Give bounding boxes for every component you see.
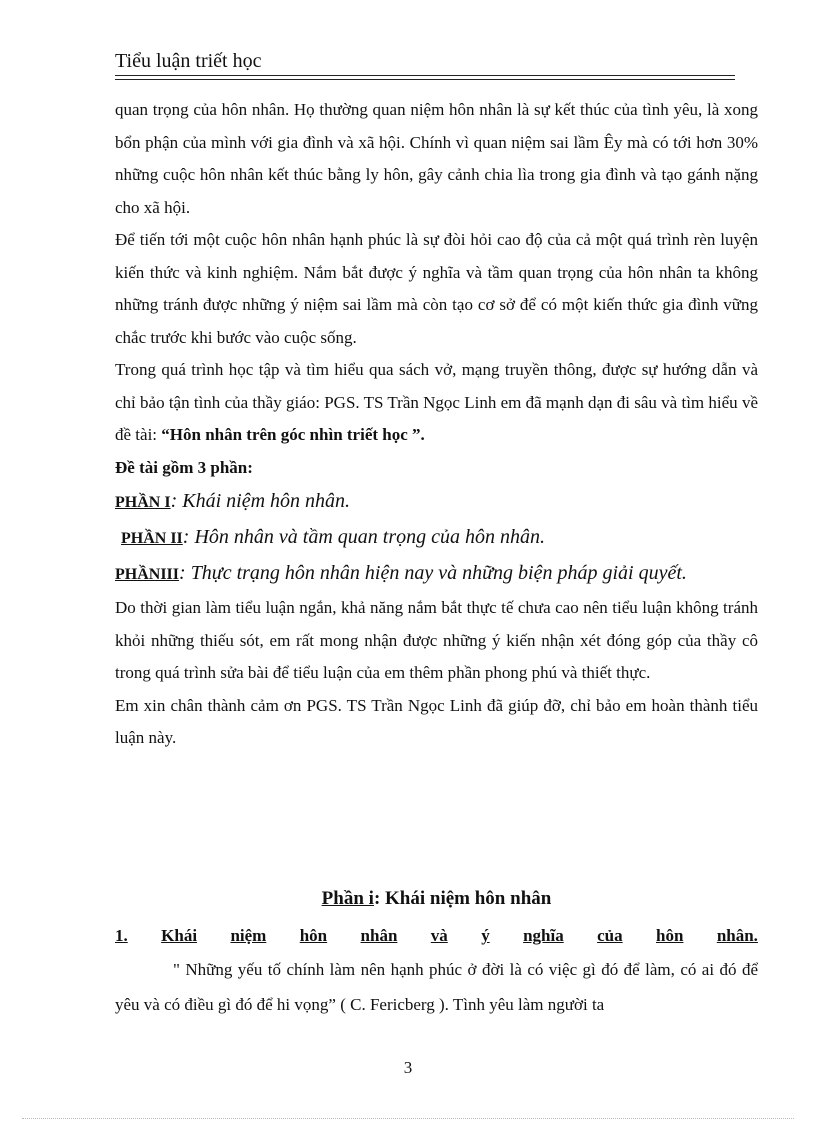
part-key: PHẦN II xyxy=(121,530,183,547)
page-bottom-divider xyxy=(22,1118,794,1119)
header-title: Tiểu luận triết học xyxy=(115,50,262,72)
section-heading-word: của xyxy=(597,926,623,945)
section-heading-word: Khái xyxy=(161,926,198,945)
section-paragraph-1: " Những yếu tố chính làm nên hạnh phúc ở đời là có việc gì đó để làm, có ai đó để yêu và có điều gì đó để hi vọng” ( C. Fericberg ). Tình yêu làm người ta xyxy=(115,960,758,1014)
section-heading xyxy=(115,921,758,951)
intro-paragraph-5: Em xin chân thành cảm ơn PGS. TS Trần Ngọc Linh đã giúp đỡ, chỉ bảo em hoàn thành tiểu luận này. xyxy=(115,695,758,747)
part-separator: : xyxy=(182,526,195,548)
intro-paragraph-1: quan trọng của hôn nhân. Họ thường quan niệm hôn nhân là sự kết thúc của tình yêu, là xong bổn phận của mình với gia đình và xã hội. Chính vì quan niệm sai lầm Êy mà có tới hơn 30% những cuộc hôn nhân kết thúc bằng ly hôn, gây cảnh chia lìa trong gia đình và tạo gánh nặng cho xã hội. xyxy=(115,100,758,217)
section-heading-word: nghĩa xyxy=(523,926,564,945)
parts-heading: Đề tài gồm 3 phần: xyxy=(115,457,253,477)
topic-title: “Hôn nhân trên góc nhìn triết học ”. xyxy=(161,425,425,444)
intro-paragraph-2: Để tiến tới một cuộc hôn nhân hạnh phúc là sự đòi hỏi cao độ của cả một quá trình rèn luyện kiến thức và kinh nghiệm. Nắm bắt được ý nghĩa và tầm quan trọng của hôn nhân ta không những tránh được những ý niệm sai lầm mà còn tạo cơ sở để có một kiến thức gia đình vững chắc trước khi bước vào cuộc sống. xyxy=(115,230,758,347)
parts-list xyxy=(115,484,758,592)
section-heading-word: hôn xyxy=(299,926,328,945)
chapter-heading xyxy=(115,884,758,914)
section-heading-word: và xyxy=(430,926,448,945)
part-separator: : xyxy=(179,562,191,584)
section-heading-word: 1. xyxy=(115,926,128,945)
page-number: 3 xyxy=(403,1058,413,1077)
part-description: Hôn nhân và tầm quan trọng của hôn nhân. xyxy=(194,526,545,548)
intro-paragraph-4: Do thời gian làm tiểu luận ngắn, khả năng nắm bắt thực tế chưa cao nên tiểu luận không tránh khỏi những thiếu sót, em rất mong nhận được những ý kiến nhận xét đóng góp của thầy cô trong quá trình sửa bài để tiểu luận của em thêm phần phong phú và thiết thực. xyxy=(115,598,758,682)
part-item-1 xyxy=(115,484,758,520)
section-heading-word: hôn xyxy=(656,926,684,945)
header-rule xyxy=(115,75,735,80)
part-key: PHẦNIII xyxy=(115,566,180,583)
section-heading-word: nhân xyxy=(360,926,398,945)
section-heading-word: niệm xyxy=(230,926,267,945)
intro-body xyxy=(115,94,758,755)
intro-paragraph-3 xyxy=(115,354,758,452)
part-description: Thực trạng hôn nhân hiện nay và những biện pháp giải quyết. xyxy=(190,562,687,584)
part-key: PHẦN I xyxy=(115,494,171,511)
part-separator: : xyxy=(170,490,183,512)
chapter-key: Phần i xyxy=(321,888,374,909)
part-item-3 xyxy=(115,556,758,592)
page-header xyxy=(115,49,735,73)
intro-paragraph-3-text: Trong quá trình học tập và tìm hiểu qua sách vở, mạng truyền thông, được sự hướng dẫn và chỉ bảo tận tình của thầy giáo: PGS. TS Trần Ngọc Linh em đã mạnh dạn đi sâu và tìm hiểu về đề tài: xyxy=(115,360,758,444)
chapter-title: : Khái niệm hôn nhân xyxy=(373,888,552,909)
section-heading-word: ý xyxy=(481,926,490,945)
part-item-2 xyxy=(115,520,758,556)
part-description: Khái niệm hôn nhân. xyxy=(182,490,351,512)
section-body xyxy=(115,952,758,1022)
section-heading-word: nhân. xyxy=(716,926,758,945)
